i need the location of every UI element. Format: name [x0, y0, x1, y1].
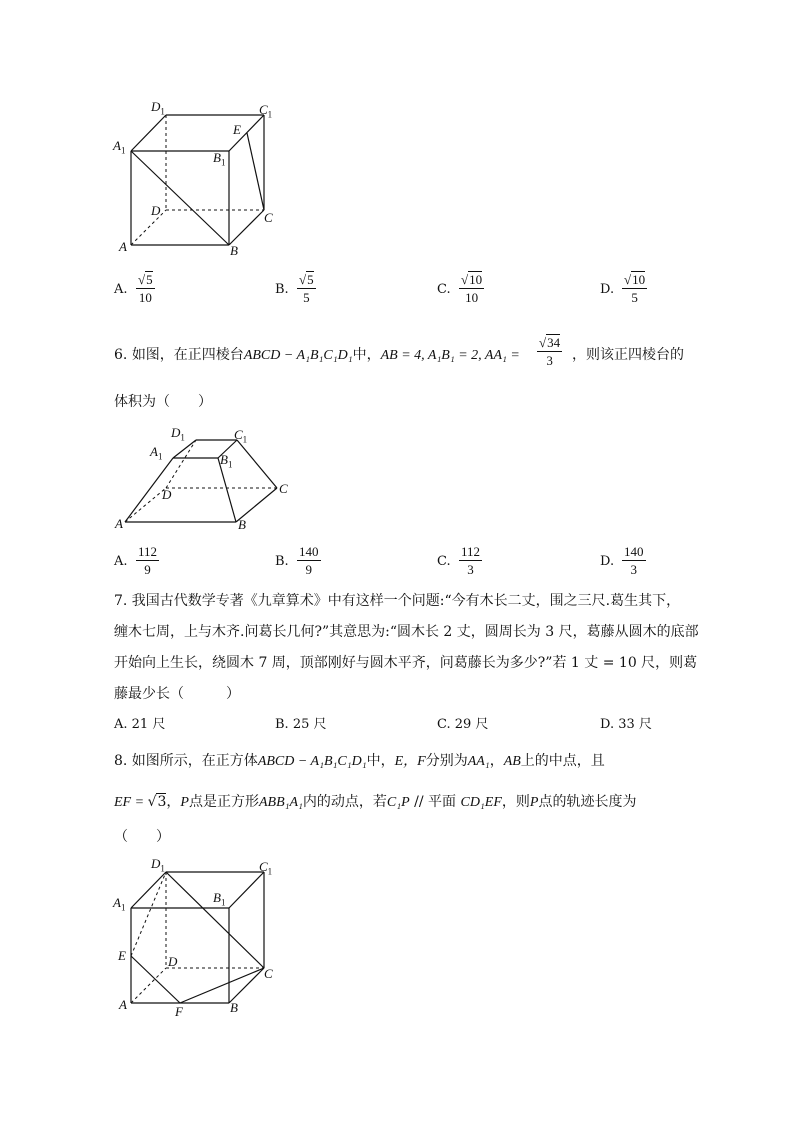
label-D1: $D_1$	[151, 99, 165, 117]
label-F: F	[175, 1004, 183, 1019]
q7-line-3: 开始向上生长，绕圆木 7 周，顶部刚好与圆木平齐，问葛藤长为多少?”若 1 丈 = 10 尺，则葛	[114, 655, 698, 671]
q5-option-b[interactable]: B. $\frac{√5}{5}$	[275, 272, 314, 305]
label-B: B	[230, 243, 238, 258]
q6-aa1-fraction: $\frac{√34}{3}$	[539, 335, 561, 368]
q8-line-1: 8. 如图所示，在正方体ABCD − A₁B₁C₁D₁中，E，F分别为AA₁，AB上的中点，且	[114, 753, 605, 769]
label-B1: $B_1$	[213, 890, 226, 908]
label-E: E	[118, 948, 126, 963]
label-C: C	[264, 966, 273, 981]
label-B: B	[238, 517, 246, 532]
label-B1: $B_1$	[220, 452, 233, 470]
label-A1: $A_1$	[113, 138, 126, 156]
label-D: D	[151, 203, 161, 218]
label-D1: $D_1$	[171, 425, 185, 443]
label-C: C	[279, 481, 288, 496]
label-D1: $D_1$	[151, 856, 165, 874]
q6-option-a[interactable]: A. $\frac{112}{9}$	[114, 544, 158, 577]
label-E: E	[233, 122, 241, 137]
q6-option-d[interactable]: D. $\frac{140}{3}$	[600, 544, 644, 577]
q6-line-1-tail: ，则该正四棱台的	[572, 347, 684, 363]
label-C1: $C_1$	[259, 102, 273, 120]
q7-option-a[interactable]: A. 21 尺	[114, 717, 166, 732]
q5-option-d[interactable]: D. $\frac{√10}{5}$	[600, 272, 646, 305]
q5-option-a[interactable]: A. $\frac{√5}{10}$	[114, 272, 153, 305]
q8-line-2: EF = √3，P点是正方形ABB₁A₁内的动点，若C₁P // 平面 CD₁EF，则P点的轨迹长度为	[114, 794, 637, 810]
q7-line-4: 藤最少长（ ）	[114, 686, 240, 702]
label-C1: $C_1$	[234, 427, 248, 445]
q6-option-c[interactable]: C. $\frac{112}{3}$	[437, 544, 481, 577]
q8-line-3: （ ）	[114, 829, 170, 845]
label-C1: $C_1$	[259, 859, 273, 877]
label-D: D	[168, 954, 178, 969]
q7-line-2: 缠木七周，上与木齐.问葛长几何?”其意思为:“圆木长 2 丈，圆周长为 3 尺，葛藤从圆木的底部	[114, 624, 699, 640]
label-A: A	[115, 516, 123, 531]
label-A: A	[119, 997, 127, 1012]
label-A1: $A_1$	[113, 895, 126, 913]
q6-option-b[interactable]: B. $\frac{140}{9}$	[275, 544, 319, 577]
q7-option-d[interactable]: D. 33 尺	[600, 717, 652, 732]
q7-option-b[interactable]: B. 25 尺	[275, 717, 327, 732]
q7-line-1: 7. 我国古代数学专著《九章算术》中有这样一个问题:“今有木长二丈，围之三尺.葛生其下，	[114, 593, 681, 609]
label-A: A	[119, 239, 127, 254]
label-B1: $B_1$	[213, 150, 226, 168]
label-B: B	[230, 1000, 238, 1015]
label-A1: $A_1$	[150, 444, 163, 462]
label-D: D	[162, 487, 172, 502]
q6-line-2: 体积为（ ）	[114, 394, 212, 410]
q7-option-c[interactable]: C. 29 尺	[437, 717, 489, 732]
label-C: C	[264, 210, 273, 225]
q5-option-c[interactable]: C. $\frac{√10}{10}$	[437, 272, 483, 305]
q6-line-1: 6. 如图，在正四棱台ABCD − A₁B₁C₁D₁中，AB = 4, A₁B₁ = 2, AA₁ =	[114, 347, 520, 363]
